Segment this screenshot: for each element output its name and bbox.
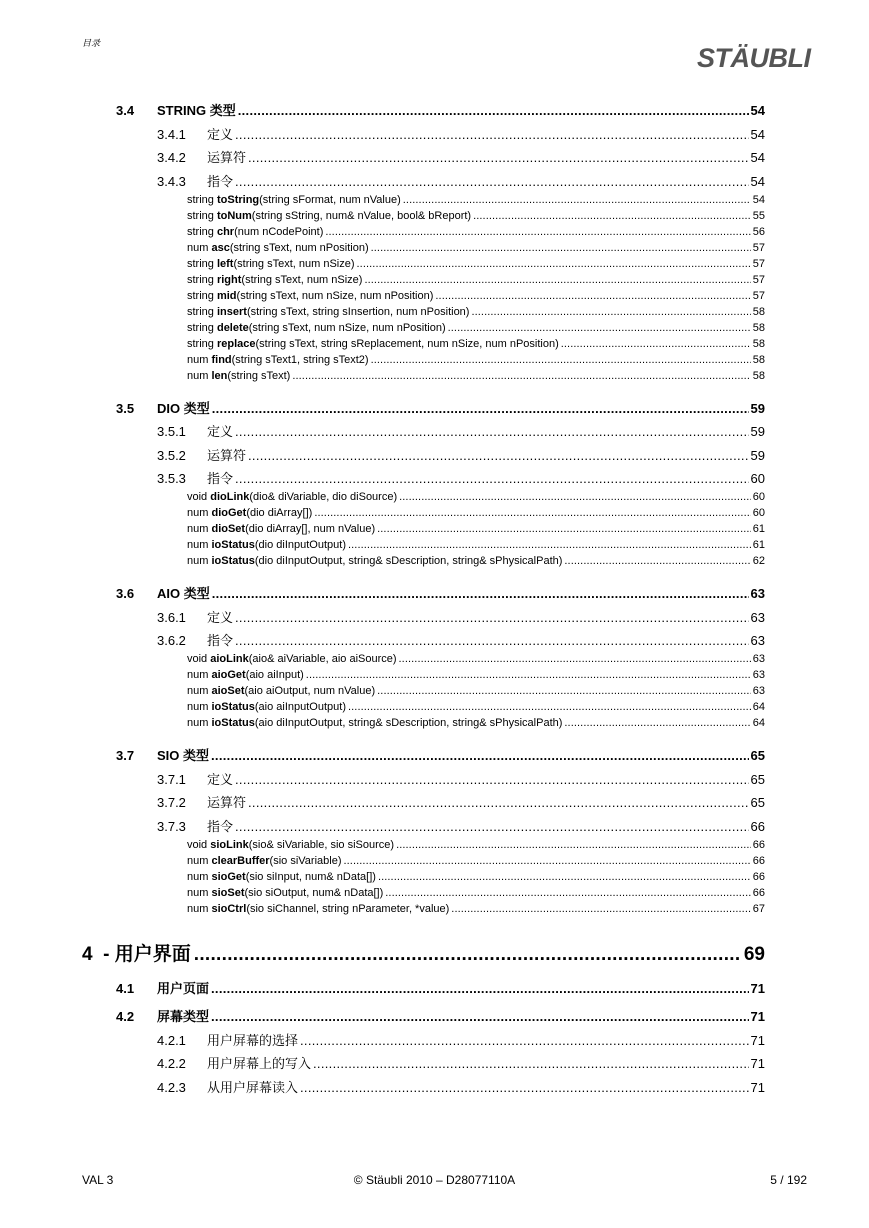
toc-entry[interactable]	[187, 290, 765, 302]
return-type: num	[187, 701, 212, 713]
leader-dots	[212, 586, 749, 601]
toc-entry-title	[187, 903, 449, 915]
toc-entry[interactable]	[116, 100, 765, 119]
toc-entry-page: 66	[752, 839, 765, 851]
toc-entry[interactable]	[187, 322, 765, 334]
function-name: len	[211, 370, 228, 382]
return-type: num	[187, 871, 212, 883]
function-name: sioCtrl	[211, 903, 247, 915]
toc-entry-page: 65	[750, 795, 765, 810]
function-params: (dio diInputOutput, string& sDescription, string& sPhysicalPath)	[254, 555, 563, 567]
toc-entry-page: 65	[750, 748, 765, 763]
function-name: ioStatus	[211, 701, 255, 713]
leader-dots	[238, 103, 749, 118]
return-type: num	[187, 354, 212, 366]
toc-entry-page: 58	[752, 338, 765, 350]
toc-entry-title	[187, 653, 397, 665]
leader-dots	[300, 1033, 749, 1048]
toc-entry-title: DIO 类型	[157, 401, 210, 416]
toc-entry-page: 60	[752, 507, 765, 519]
toc-entry-title: 运算符	[207, 150, 247, 165]
toc-entry-title: STRING 类型	[157, 103, 236, 118]
leader-dots	[561, 338, 751, 350]
return-type: num	[187, 370, 212, 382]
function-params: (aio aiOutput, num nValue)	[244, 685, 376, 697]
toc-entry[interactable]	[82, 939, 765, 966]
leader-dots	[313, 1056, 749, 1071]
toc-entry-page: 65	[750, 772, 765, 787]
toc-entry-page: 55	[752, 210, 765, 222]
toc-entry[interactable]	[157, 171, 765, 190]
toc-entry-page: 67	[752, 903, 765, 915]
function-params: (string sText, string sInsertion, num nPosition)	[246, 306, 470, 318]
toc-entry-page: 58	[752, 322, 765, 334]
toc-entry-number: 3.4.2	[157, 150, 186, 165]
function-name: sioGet	[211, 871, 246, 883]
toc-entry-title	[187, 322, 446, 334]
toc-entry[interactable]	[187, 653, 765, 665]
toc-entry[interactable]	[157, 147, 765, 166]
toc-entry-title	[187, 555, 562, 567]
toc-entry[interactable]	[187, 258, 765, 270]
toc-entry-page: 64	[752, 701, 765, 713]
leader-dots	[343, 855, 750, 867]
function-params: (string sFormat, num nValue)	[259, 194, 401, 206]
function-params: (aio aiInputOutput)	[254, 701, 346, 713]
return-type: num	[187, 685, 212, 697]
toc-entry-page: 71	[750, 981, 765, 996]
function-name: mid	[216, 290, 237, 302]
toc-entry-number: 3.4.3	[157, 174, 186, 189]
toc-entry-number: 4.1	[116, 981, 135, 996]
toc-entry[interactable]	[187, 507, 765, 519]
toc-entry-number: 3.7.1	[157, 772, 186, 787]
toc-entry-page: 54	[750, 127, 765, 142]
return-type: num	[187, 855, 212, 867]
function-params: (string sText)	[227, 370, 291, 382]
toc-entry-page: 71	[750, 1009, 765, 1024]
toc-entry-title: SIO 类型	[157, 748, 210, 763]
function-name: aioSet	[211, 685, 245, 697]
function-params: (sio siVariable)	[269, 855, 342, 867]
leader-dots	[248, 448, 749, 463]
toc-entry-title	[187, 354, 369, 366]
toc-entry[interactable]	[187, 839, 765, 851]
function-name: find	[211, 354, 232, 366]
function-name: sioLink	[210, 839, 249, 851]
toc-entry-page: 59	[750, 424, 765, 439]
toc-entry-page: 60	[752, 491, 765, 503]
leader-dots	[399, 653, 751, 665]
toc-entry-page: 56	[752, 226, 765, 238]
return-type: void	[187, 839, 211, 851]
leader-dots	[473, 210, 751, 222]
toc-entry[interactable]	[116, 1006, 765, 1025]
leader-dots	[399, 491, 751, 503]
leader-dots	[378, 871, 751, 883]
function-params: (sio& siVariable, sio siSource)	[248, 839, 395, 851]
toc-entry-page: 63	[752, 685, 765, 697]
toc-entry-title	[187, 701, 346, 713]
leader-dots	[371, 242, 751, 254]
return-type: num	[187, 887, 212, 899]
toc-entry[interactable]	[157, 124, 765, 143]
leader-dots	[314, 507, 750, 519]
toc-entry-page: 54	[750, 174, 765, 189]
leader-dots	[212, 401, 749, 416]
toc-entry[interactable]	[116, 745, 765, 764]
toc-entry[interactable]	[187, 354, 765, 366]
toc-entry[interactable]	[187, 871, 765, 883]
toc-entry[interactable]	[157, 1053, 765, 1072]
toc-entry-page: 71	[750, 1056, 765, 1071]
function-params: (aio diInputOutput, string& sDescription, string& sPhysicalPath)	[254, 717, 563, 729]
toc-entry-title: 用户页面	[157, 981, 210, 996]
toc-entry[interactable]	[187, 242, 765, 254]
toc-entry-page: 61	[752, 523, 765, 535]
toc-entry[interactable]	[187, 338, 765, 350]
return-type: string	[187, 338, 217, 350]
toc-entry[interactable]	[187, 855, 765, 867]
leader-dots	[371, 354, 751, 366]
function-name: clearBuffer	[211, 855, 270, 867]
leader-dots	[300, 1080, 749, 1095]
return-type: num	[187, 242, 212, 254]
toc-entry-page: 57	[752, 242, 765, 254]
leader-dots	[448, 322, 751, 334]
toc-entry-page: 63	[752, 653, 765, 665]
toc-entry[interactable]	[157, 445, 765, 464]
function-params: (string sText, num nSize)	[241, 274, 363, 286]
toc-entry[interactable]	[187, 226, 765, 238]
function-params: (aio aiInput)	[245, 669, 304, 681]
toc-entry-page: 54	[750, 150, 765, 165]
footer-page-number: 5 / 192	[770, 1173, 807, 1187]
leader-dots	[248, 150, 749, 165]
toc-entry[interactable]	[187, 887, 765, 899]
toc-entry[interactable]	[187, 717, 765, 729]
toc-entry-title	[187, 871, 376, 883]
function-params: (string sString, num& nValue, bool& bReport)	[251, 210, 472, 222]
toc-entry[interactable]	[187, 669, 765, 681]
leader-dots	[235, 819, 749, 834]
return-type: void	[187, 653, 211, 665]
function-params: (dio diArray[])	[246, 507, 313, 519]
return-type: num	[187, 903, 212, 915]
return-type: string	[187, 226, 217, 238]
leader-dots	[357, 258, 751, 270]
leader-dots	[348, 701, 751, 713]
toc-entry-title	[187, 306, 469, 318]
toc-entry[interactable]	[157, 607, 765, 626]
toc-entry-title	[187, 669, 304, 681]
toc-entry[interactable]	[187, 194, 765, 206]
function-params: (string sText, num nPosition)	[229, 242, 369, 254]
leader-dots	[211, 981, 749, 996]
toc-entry-title: 屏幕类型	[157, 1009, 210, 1024]
toc-entry-page: 59	[750, 401, 765, 416]
toc-entry-page: 60	[750, 471, 765, 486]
function-params: (string sText, string sReplacement, num nSize, num nPosition)	[255, 338, 559, 350]
toc-entry-number: 3.6.1	[157, 610, 186, 625]
toc-entry-page: 63	[750, 633, 765, 648]
toc-entry-title: 指令	[207, 471, 234, 486]
toc-entry-title: 用户屏幕上的写入	[207, 1056, 312, 1071]
leader-dots	[377, 523, 751, 535]
toc-entry-page: 57	[752, 274, 765, 286]
toc-entry-title: 定义	[207, 424, 234, 439]
toc-entry-number: 3.5.2	[157, 448, 186, 463]
toc-entry-title	[187, 887, 383, 899]
return-type: num	[187, 539, 212, 551]
return-type: void	[187, 491, 211, 503]
function-name: aioLink	[210, 653, 249, 665]
function-name: ioStatus	[211, 555, 255, 567]
toc-entry[interactable]	[157, 1030, 765, 1049]
toc-entry-page: 69	[743, 944, 765, 965]
toc-entry[interactable]	[157, 468, 765, 487]
leader-dots	[292, 370, 750, 382]
function-params: (sio siOutput, num& nData[])	[244, 887, 384, 899]
leader-dots	[348, 539, 751, 551]
function-name: toNum	[216, 210, 252, 222]
toc-entry[interactable]	[187, 555, 765, 567]
toc-entry-page: 66	[752, 871, 765, 883]
toc-entry[interactable]	[187, 523, 765, 535]
toc-entry-page: 66	[750, 819, 765, 834]
toc-entry-title	[187, 491, 397, 503]
toc-entry-title	[187, 370, 290, 382]
return-type: string	[187, 306, 217, 318]
toc-entry[interactable]	[157, 630, 765, 649]
toc-entry-page: 58	[752, 354, 765, 366]
toc-entry-page: 54	[752, 194, 765, 206]
toc-entry-number: 3.7.3	[157, 819, 186, 834]
toc-entry-title: 从用户屏幕读入	[207, 1080, 299, 1095]
function-params: (aio& aiVariable, aio aiSource)	[248, 653, 397, 665]
toc-entry-page: 66	[752, 887, 765, 899]
toc-entry[interactable]	[187, 306, 765, 318]
leader-dots	[564, 717, 750, 729]
toc-entry-page: 57	[752, 290, 765, 302]
return-type: num	[187, 555, 212, 567]
leader-dots	[435, 290, 750, 302]
leader-dots	[211, 748, 749, 763]
toc-entry-page: 71	[750, 1033, 765, 1048]
toc-entry-page: 61	[752, 539, 765, 551]
leader-dots	[364, 274, 750, 286]
function-name: dioSet	[211, 523, 246, 535]
toc-entry-title: 指令	[207, 633, 234, 648]
function-params: (dio& diVariable, dio diSource)	[249, 491, 398, 503]
function-params: (string sText1, string sText2)	[231, 354, 369, 366]
footer-copyright: © Stäubli 2010 – D28077110A	[353, 1173, 516, 1187]
toc-entry-title	[187, 274, 362, 286]
toc-entry[interactable]	[157, 769, 765, 788]
function-name: aioGet	[211, 669, 246, 681]
leader-dots	[235, 424, 749, 439]
toc-entry-number: 3.7.2	[157, 795, 186, 810]
toc-entry-title: 运算符	[207, 448, 247, 463]
leader-dots	[403, 194, 751, 206]
toc-entry[interactable]	[187, 491, 765, 503]
toc-entry-title	[187, 839, 394, 851]
toc-entry-title: 定义	[207, 610, 234, 625]
leader-dots	[235, 610, 749, 625]
function-name: left	[216, 258, 234, 270]
leader-dots	[325, 226, 750, 238]
toc-entry-number: 3.6.2	[157, 633, 186, 648]
toc-entry-title	[187, 242, 369, 254]
function-name: dioGet	[211, 507, 247, 519]
function-params: (string sText, num nSize)	[233, 258, 355, 270]
toc-entry-page: 58	[752, 370, 765, 382]
toc-entry-title	[187, 258, 355, 270]
toc-entry-page: 62	[752, 555, 765, 567]
return-type: string	[187, 290, 217, 302]
toc-entry-page: 71	[750, 1080, 765, 1095]
return-type: num	[187, 717, 212, 729]
header-label: 目录	[82, 38, 101, 48]
toc-entry-page: 63	[750, 586, 765, 601]
toc-entry-number: 4.2.2	[157, 1056, 186, 1071]
return-type: num	[187, 523, 212, 535]
footer-doc-name: VAL 3	[82, 1173, 114, 1187]
return-type: num	[187, 669, 212, 681]
toc-entry[interactable]	[116, 398, 765, 417]
toc-entry-page: 54	[750, 103, 765, 118]
toc-entry-number: 4.2.3	[157, 1080, 186, 1095]
return-type: string	[187, 210, 217, 222]
toc-entry[interactable]	[187, 685, 765, 697]
toc-entry-title	[187, 210, 471, 222]
toc-entry-title: AIO 类型	[157, 586, 210, 601]
leader-dots	[235, 471, 749, 486]
leader-dots	[377, 685, 751, 697]
toc-entry-page: 64	[752, 717, 765, 729]
toc-entry[interactable]	[157, 792, 765, 811]
toc-entry[interactable]	[187, 274, 765, 286]
function-name: chr	[216, 226, 235, 238]
toc-entry[interactable]	[157, 421, 765, 440]
function-name: replace	[216, 338, 256, 350]
toc-entry-number: 3.5	[116, 401, 135, 416]
function-name: ioStatus	[211, 539, 255, 551]
function-name: asc	[211, 242, 230, 254]
function-name: dioLink	[210, 491, 250, 503]
toc-entry-number: 3.4	[116, 103, 135, 118]
toc-entry-title	[187, 290, 433, 302]
leader-dots	[235, 127, 749, 142]
toc-entry[interactable]	[187, 903, 765, 915]
toc-entry[interactable]	[187, 539, 765, 551]
function-name: insert	[216, 306, 247, 318]
toc-entry-number: 3.6	[116, 586, 135, 601]
function-params: (string sText, num nSize, num nPosition)	[236, 290, 434, 302]
toc-entry-title: 指令	[207, 174, 234, 189]
toc-entry-title	[187, 523, 375, 535]
toc-entry-page: 57	[752, 258, 765, 270]
toc-entry-number: 4.2	[116, 1009, 135, 1024]
function-params: (sio siInput, num& nData[])	[245, 871, 376, 883]
return-type: string	[187, 322, 217, 334]
toc-entry-title: 4 - 用户界面	[82, 944, 191, 965]
leader-dots	[396, 839, 751, 851]
leader-dots	[235, 633, 749, 648]
toc-entry-page: 63	[750, 610, 765, 625]
return-type: string	[187, 194, 217, 206]
leader-dots	[194, 944, 741, 966]
toc-entry[interactable]	[187, 701, 765, 713]
toc-entry-page: 59	[750, 448, 765, 463]
leader-dots	[564, 555, 750, 567]
toc-entry-title: 定义	[207, 127, 234, 142]
leader-dots	[235, 772, 749, 787]
toc-entry-title	[187, 194, 401, 206]
leader-dots	[471, 306, 750, 318]
toc-entry-title	[187, 717, 562, 729]
toc-entry-number: 3.5.3	[157, 471, 186, 486]
toc-entry-title: 运算符	[207, 795, 247, 810]
function-name: right	[216, 274, 242, 286]
function-params: (dio diInputOutput)	[254, 539, 346, 551]
staubli-logo	[697, 40, 815, 72]
toc-entry[interactable]	[157, 1077, 765, 1096]
toc-entry-number: 3.7	[116, 748, 135, 763]
toc-entry-title	[187, 685, 375, 697]
svg-text:STÄUBLI: STÄUBLI	[697, 43, 811, 72]
toc-entry-title: 用户屏幕的选择	[207, 1033, 299, 1048]
toc-entry-page: 58	[752, 306, 765, 318]
toc-entry[interactable]	[157, 816, 765, 835]
function-name: sioSet	[211, 887, 245, 899]
leader-dots	[385, 887, 750, 899]
toc-entry-title	[187, 855, 341, 867]
function-params: (string sText, num nSize, num nPosition)	[248, 322, 446, 334]
return-type: string	[187, 258, 217, 270]
toc-entry[interactable]	[187, 370, 765, 382]
toc-entry[interactable]	[116, 978, 765, 997]
toc-entry-page: 63	[752, 669, 765, 681]
toc-entry[interactable]	[187, 210, 765, 222]
leader-dots	[211, 1009, 749, 1024]
return-type: string	[187, 274, 217, 286]
function-params: (num nCodePoint)	[234, 226, 324, 238]
function-name: toString	[216, 194, 260, 206]
toc-entry-title	[187, 226, 323, 238]
toc-entry-title: 定义	[207, 772, 234, 787]
leader-dots	[306, 669, 751, 681]
toc-entry-title: 指令	[207, 819, 234, 834]
function-name: ioStatus	[211, 717, 255, 729]
function-name: delete	[216, 322, 249, 334]
leader-dots	[451, 903, 750, 915]
toc-entry-page: 66	[752, 855, 765, 867]
toc-entry[interactable]	[116, 583, 765, 602]
leader-dots	[248, 795, 749, 810]
toc-entry-number: 3.4.1	[157, 127, 186, 142]
toc-entry-title	[187, 539, 346, 551]
toc-entry-number: 3.5.1	[157, 424, 186, 439]
function-params: (dio diArray[], num nValue)	[245, 523, 376, 535]
function-params: (sio siChannel, string nParameter, *value)	[246, 903, 450, 915]
toc-entry-number: 4.2.1	[157, 1033, 186, 1048]
return-type: num	[187, 507, 212, 519]
leader-dots	[235, 174, 749, 189]
toc-entry-title	[187, 338, 559, 350]
toc-entry-title	[187, 507, 312, 519]
